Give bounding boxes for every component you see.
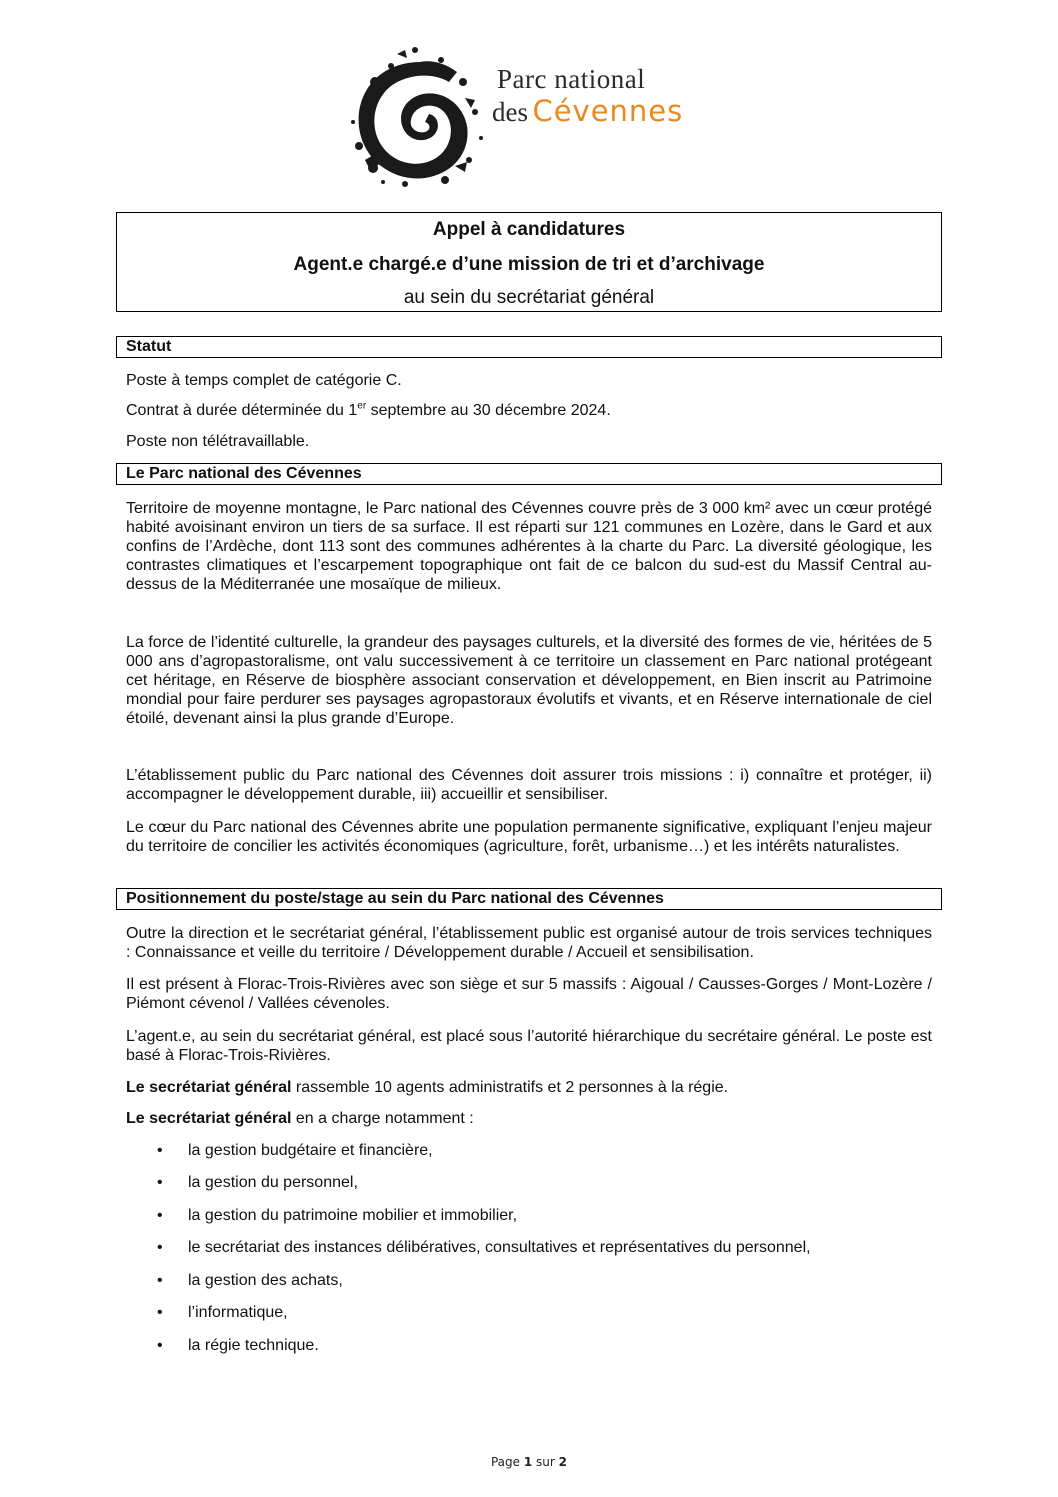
list-item: la gestion budgétaire et financière, (188, 1142, 433, 1159)
position-paragraph-3: L’agent.e, au sein du secrétariat général, est placé sous l’autorité hiérarchique du secrétaire général. Le poste est basé à Florac-Trois-Rivières. (126, 1028, 932, 1064)
position-p5-rest: en a charge notamment : (291, 1110, 474, 1127)
footer-page-number: 1 (523, 1455, 533, 1469)
list-item: la régie technique. (188, 1337, 319, 1354)
parc-paragraph-2: La force de l’identité culturelle, la grandeur des paysages culturels, et la diversité des formes de vie, héritées de 5 000 ans d’agropastoralisme, ont valu successivement à ce territoire un classement en Parc national protégeant cet héritage, en Réserve de biosphère associant conservation et développement, en Bien inscrit au Patrimoine mondial pour faire perdurer ses paysages agropastoraux évolutifs et vivants, et en Réserve internationale de ciel étoilé, devenant ainsi la plus grande d’Europe. (126, 634, 932, 727)
position-paragraph-4 (126, 1078, 932, 1097)
statut-line-2-b: septembre au 30 décembre 2024. (366, 402, 611, 419)
bullet-marker: • (157, 1142, 163, 1159)
footer-page-total: 2 (558, 1455, 568, 1469)
bullet-marker: • (157, 1174, 163, 1191)
statut-line-3: Poste non télétravaillable. (126, 433, 310, 450)
title-box (116, 212, 942, 312)
footer-sur-word: sur (536, 1455, 555, 1469)
bullet-marker: • (157, 1239, 163, 1256)
title-line-2: Agent.e chargé.e d’une mission de tri et d’archivage (293, 254, 765, 275)
list-item: la gestion des achats, (188, 1272, 343, 1289)
title-line-1: Appel à candidatures (432, 219, 626, 240)
position-paragraph-5 (126, 1109, 932, 1128)
parc-paragraph-4: Le cœur du Parc national des Cévennes abrite une population permanente significative, expliquant l’enjeu majeur du territoire de concilier les activités économiques (agriculture, forêt, urbanisme…) et les intérêts naturalistes. (126, 819, 932, 855)
position-p5-bold: Le secrétariat général (126, 1110, 292, 1127)
bullet-marker: • (157, 1207, 163, 1224)
spiral-logo-icon (345, 42, 495, 192)
title-line-3: au sein du secrétariat général (403, 287, 655, 308)
footer-page-word: Page (490, 1455, 521, 1469)
position-paragraph-2: Il est présent à Florac-Trois-Rivières avec son siège et sur 5 massifs : Aigoual / Causses-Gorges / Mont-Lozère / Piémont cévenol / Vallées cévenoles. (126, 976, 932, 1012)
bullet-marker: • (157, 1272, 163, 1289)
position-p4-bold: Le secrétariat général (126, 1079, 292, 1096)
list-item: la gestion du personnel, (188, 1174, 358, 1191)
park-logo (345, 42, 725, 192)
section-heading-statut: Statut (116, 336, 942, 358)
logo-text-cevennes: Cévennes (532, 94, 684, 128)
position-p4-rest: rassemble 10 agents administratifs et 2 personnes à la régie. (291, 1079, 729, 1096)
parc-paragraph-3: L’établissement public du Parc national des Cévennes doit assurer trois missions : i) connaître et protéger, ii) accompagner le développement durable, iii) accueillir et sensibiliser. (126, 767, 932, 803)
logo-text-line2 (492, 94, 683, 128)
logo-text-des: des (492, 97, 528, 127)
section-heading-positionnement: Positionnement du poste/stage au sein du Parc national des Cévennes (116, 888, 942, 910)
list-item: la gestion du patrimoine mobilier et immobilier, (188, 1207, 518, 1224)
bullet-marker: • (157, 1337, 163, 1354)
section-heading-parc: Le Parc national des Cévennes (116, 463, 942, 485)
bullet-marker: • (157, 1304, 163, 1321)
position-paragraph-1: Outre la direction et le secrétariat général, l’établissement public est organisé autour de trois services techniques : Connaissance et veille du territoire / Développement durable / Accueil et sensibilisation. (126, 925, 932, 961)
statut-line-1: Poste à temps complet de catégorie C. (126, 372, 402, 389)
list-item: le secrétariat des instances délibératives, consultatives et représentatives du personnel, (188, 1239, 811, 1256)
page-footer (0, 1455, 1058, 1469)
statut-line-2 (126, 401, 932, 420)
list-item: l’informatique, (188, 1304, 288, 1321)
statut-line-2-sup: er (357, 400, 367, 412)
parc-paragraph-1: Territoire de moyenne montagne, le Parc national des Cévennes couvre près de 3 000 km² avec un cœur protégé habité avoisinant environ un tiers de sa surface. Il est réparti sur 121 communes en Lozère, dans le Gard et aux confins de l’Ardèche, dont 113 sont des communes adhérentes à la charte du Parc. La diversité géologique, les contrastes climatiques et l’escarpement topographique ont fait de ce balcon du sud-est du Massif Central au-dessus de la Méditerranée une mosaïque de milieux. (126, 500, 932, 593)
statut-line-2-a: Contrat à durée déterminée du 1 (126, 402, 358, 419)
logo-text-parc-national: Parc national (497, 64, 646, 94)
